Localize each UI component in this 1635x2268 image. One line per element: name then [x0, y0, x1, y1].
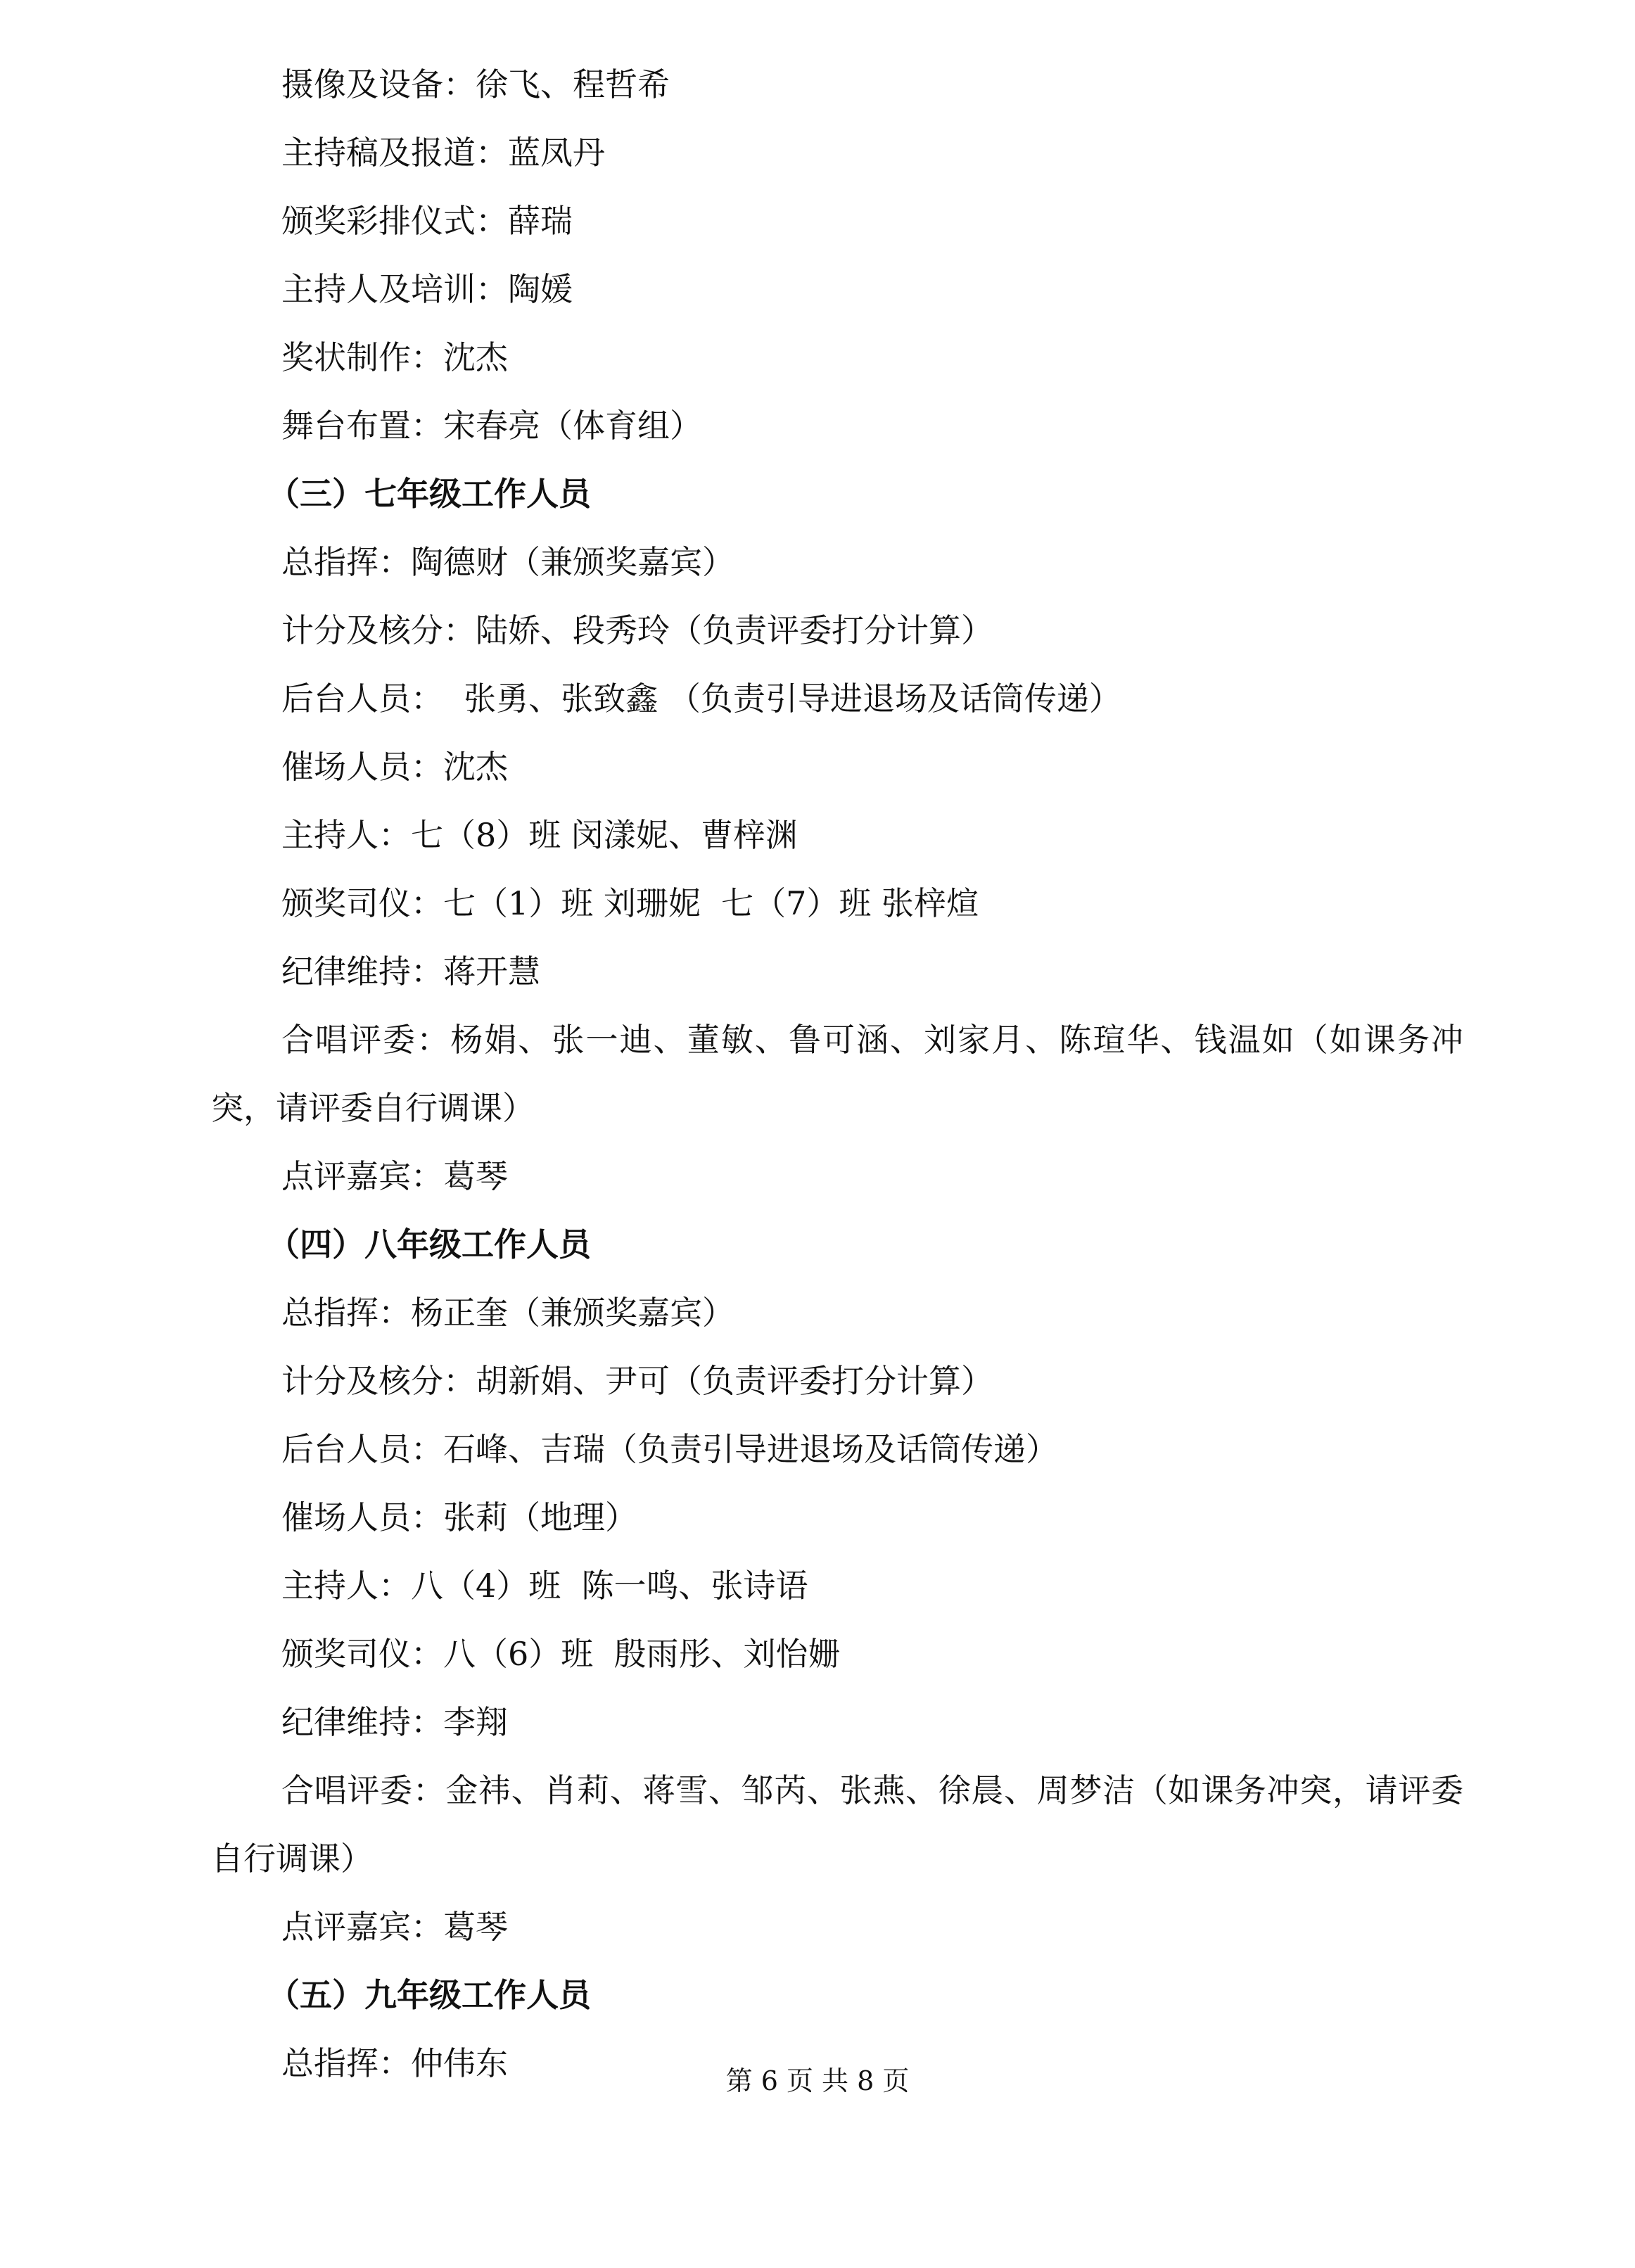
text-line: 颁奖司仪：七（1）班 刘珊妮 七（7）班 张梓煊	[281, 884, 979, 922]
text-line: 后台人员： 张勇、张致鑫 （负责引导进退场及话筒传递）	[281, 680, 1121, 718]
document-body	[211, 51, 1463, 2098]
page-number-footer: 第 6 页 共 8 页	[725, 2065, 910, 2096]
text-line: 纪律维持：蒋开慧	[281, 953, 540, 990]
section-heading-grade-9: （五）九年级工作人员	[267, 1976, 591, 2014]
text-line: 主持人：七（8）班 闵漾妮、曹梓渊	[281, 816, 798, 854]
text-line: 总指挥：杨正奎（兼颁奖嘉宾）	[281, 1294, 734, 1332]
text-line: 催场人员：沈杰	[281, 748, 508, 786]
text-paragraph-judges-grade-7: 合唱评委：杨娟、张一迪、董敏、鲁可涵、刘家月、陈瑄华、钱温如（如课务冲突，请评委自行调课）	[211, 1021, 1463, 1127]
text-line: 点评嘉宾：葛琴	[281, 1908, 508, 1946]
section-heading-grade-8: （四）八年级工作人员	[267, 1225, 591, 1263]
text-line: 颁奖司仪：八（6）班 殷雨彤、刘怡姗	[281, 1635, 841, 1673]
text-line: 舞台布置：宋春亮（体育组）	[281, 407, 702, 445]
text-line: 纪律维持：李翔	[281, 1703, 508, 1741]
text-paragraph-judges-grade-8: 合唱评委：金祎、肖莉、蒋雪、邹芮、张燕、徐晨、周梦洁（如课务冲突，请评委自行调课）	[211, 1771, 1463, 1878]
text-line: 总指挥：陶德财（兼颁奖嘉宾）	[281, 543, 734, 581]
text-line: 主持人：八（4）班 陈一鸣、张诗语	[281, 1567, 808, 1605]
section-heading-grade-7: （三）七年级工作人员	[267, 475, 591, 513]
text-line: 计分及核分：陆娇、段秀玲（负责评委打分计算）	[281, 611, 993, 649]
text-line: 点评嘉宾：葛琴	[281, 1157, 508, 1195]
text-line: 主持人及培训：陶媛	[281, 270, 573, 308]
text-line: 摄像及设备：徐飞、程哲希	[281, 65, 670, 103]
text-line: 催场人员：张莉（地理）	[281, 1498, 637, 1536]
text-line: 总指挥：仲伟东	[281, 2044, 508, 2082]
text-line: 后台人员：石峰、吉瑞（负责引导进退场及话筒传递）	[281, 1430, 1058, 1468]
text-line: 颁奖彩排仪式：薛瑞	[281, 202, 573, 240]
text-line: 主持稿及报道：蓝凤丹	[281, 134, 605, 172]
text-line: 奖状制作：沈杰	[281, 338, 508, 376]
text-line: 计分及核分：胡新娟、尹可（负责评委打分计算）	[281, 1362, 993, 1400]
